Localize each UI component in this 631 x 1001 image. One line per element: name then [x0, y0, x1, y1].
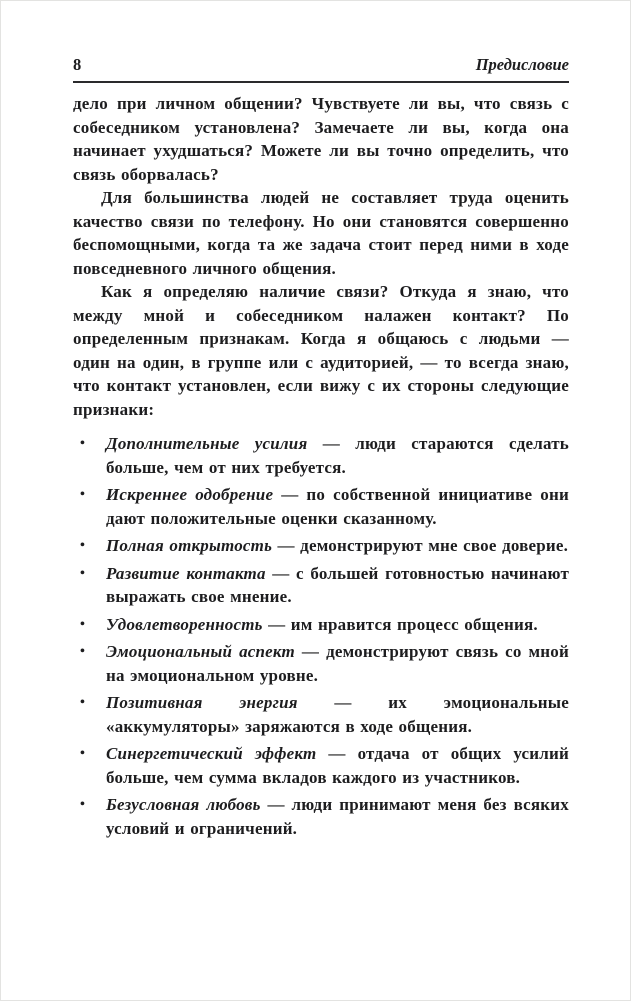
list-item-term: Полная открытость: [106, 536, 273, 555]
list-item-text: [106, 793, 569, 840]
list-item: [73, 640, 569, 687]
bullet-icon: •: [80, 538, 85, 553]
list-item: [73, 483, 569, 530]
list-item-text: [106, 613, 569, 637]
list-item-text: [106, 742, 569, 789]
paragraph: Для большинства людей не составляет труда оценить качество связи по телефону. Но они становятся совершенно беспомощными, когда та же задача стоит перед ними в ходе повседневного личного общения.: [73, 188, 569, 278]
bullet-icon: •: [80, 487, 85, 502]
paragraph: Как я определяю наличие связи? Откуда я знаю, что между мной и собеседником налажен контакт? По определенным признакам. Когда я общаюсь с людьми — один на один, в группе или с аудиторией, — то всегда знаю, что контакт установлен, если вижу с их стороны следующие признаки:: [73, 282, 569, 419]
list-item-text: [106, 483, 569, 530]
list-item-text: [106, 691, 569, 738]
list-item: [73, 691, 569, 738]
bullet-icon: •: [80, 797, 85, 812]
list-item-text: [106, 640, 569, 687]
list-item: [73, 562, 569, 609]
list-item-rest: — демонстрируют связь со мной на эмоциональном уровне.: [106, 642, 569, 685]
list-item-rest: — отдача от общих усилий больше, чем сумма вкладов каждого из участников.: [106, 744, 569, 787]
bullet-icon: •: [80, 616, 85, 632]
list-item-term: Удовлетворенность: [106, 614, 263, 634]
list-item-rest: — их эмоциональные «аккумуляторы» заряжаются в ходе общения.: [106, 693, 569, 736]
list-item-term: Безусловная любовь: [106, 795, 261, 814]
page-body: [73, 92, 569, 840]
list-item-term: Эмоциональный аспект: [106, 642, 295, 661]
bullet-icon: •: [80, 436, 85, 451]
feature-list: [73, 432, 569, 840]
list-item-term: Синергетический эффект: [106, 744, 317, 763]
list-item-term: Позитивная энергия: [106, 693, 298, 712]
list-item-rest: — с большей готовностью начинают выражать свое мнение.: [106, 563, 569, 606]
list-item-text: [106, 562, 569, 609]
paragraph: дело при личном общении? Чувствуете ли вы, что связь с собеседником установлена? Замечаете ли вы, когда она начинает ухудшаться? Можете ли вы точно определить, что связь оборвалась?: [73, 94, 569, 184]
list-item: [73, 432, 569, 479]
running-title: Предисловие: [475, 55, 569, 74]
list-item-rest: — люди принимают меня без всяких условий и ограничений.: [106, 795, 569, 838]
list-item: [73, 793, 569, 840]
list-item-rest: — им нравится процесс общения.: [262, 614, 538, 634]
list-item-text: [106, 534, 569, 558]
list-item-term: Искреннее одобрение: [106, 485, 274, 504]
page-number: 8: [73, 55, 82, 74]
list-item: [73, 534, 569, 558]
bullet-icon: •: [80, 746, 85, 761]
bullet-icon: •: [80, 565, 85, 581]
list-item-rest: — демонстрируют мне свое доверие.: [272, 536, 569, 555]
list-item-rest: — по собственной инициативе они дают положительные оценки сказанному.: [106, 485, 569, 528]
list-item: [73, 742, 569, 789]
bullet-icon: •: [80, 695, 85, 710]
list-item: [73, 613, 569, 637]
list-item-rest: — люди стараются сделать больше, чем от них требуется.: [106, 434, 569, 477]
running-head: [73, 55, 569, 83]
bullet-icon: •: [80, 644, 85, 659]
list-item-term: Развитие контакта: [106, 563, 266, 583]
list-item-text: [106, 432, 569, 479]
list-item-term: Дополнительные усилия: [106, 434, 308, 453]
